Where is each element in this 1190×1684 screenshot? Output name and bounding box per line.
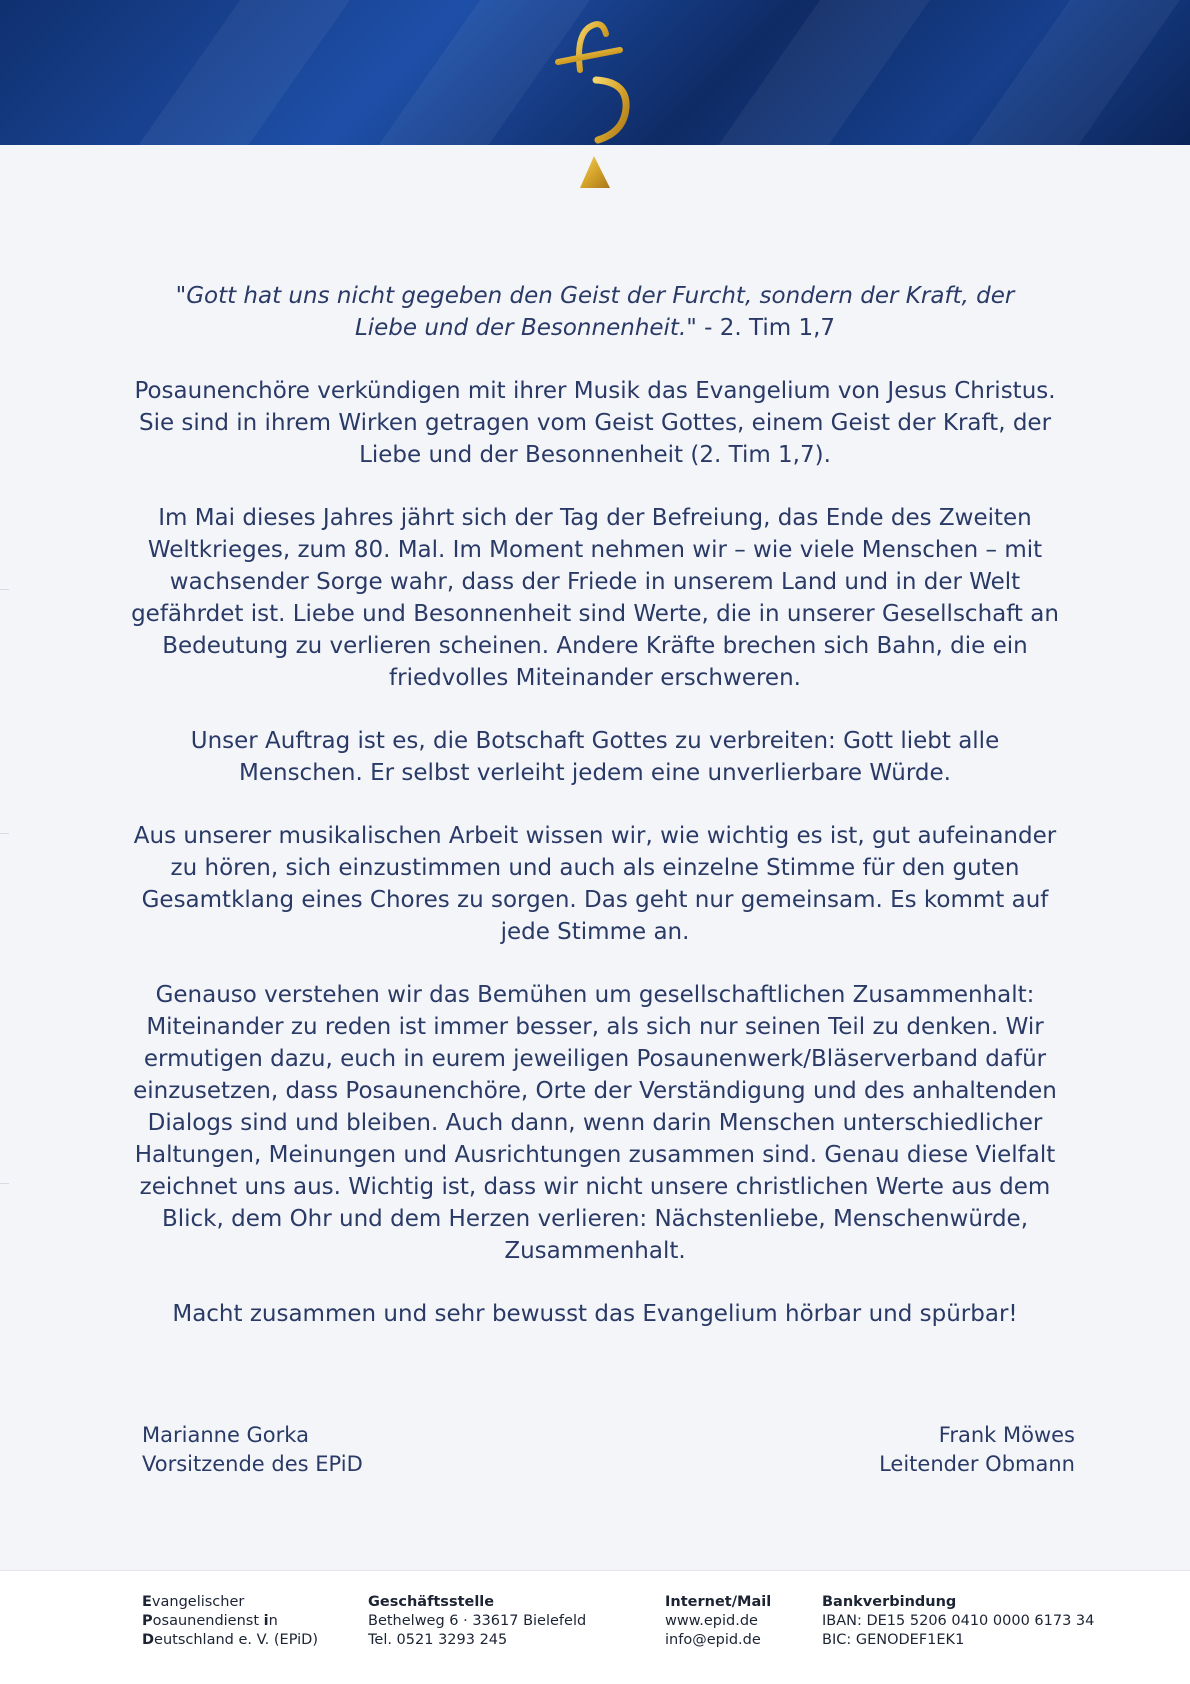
org-text: n	[268, 1613, 278, 1629]
org-text: vangelischer	[151, 1594, 245, 1610]
header-light-streak	[96, 0, 353, 145]
paragraph-3: Unser Auftrag ist es, die Botschaft Gottes zu verbreiten: Gott liebt alle Menschen. Er selbst verleiht jedem eine unverlierbare Würde.	[190, 728, 1000, 786]
footer-organization	[142, 1593, 318, 1650]
signature-left	[142, 1421, 363, 1479]
bank-iban: IBAN: DE15 5206 0410 0000 6173 34	[822, 1613, 1095, 1629]
quote-line-1: "Gott hat uns nicht gegeben den Geist der Furcht, sondern der Kraft, der	[175, 283, 1015, 309]
paragraph-1: Posaunenchöre verkündigen mit ihrer Musik das Evangelium von Jesus Christus. Sie sind in ihrem Wirken getragen vom Geist Gottes, einem Geist der Kraft, der Liebe und der Besonnenheit (2. Tim 1,7).	[134, 378, 1056, 468]
office-phone[interactable]: Tel. 0521 3293 245	[368, 1632, 508, 1648]
quote-line-2-italic: Liebe und der Besonnenheit."	[354, 315, 697, 341]
footer-office	[368, 1593, 586, 1650]
org-initial: E	[142, 1594, 152, 1610]
org-line-2	[142, 1612, 318, 1631]
quote-line-2	[130, 312, 1060, 344]
trumpet-cross-logo-icon	[546, 8, 638, 191]
org-line-3	[142, 1631, 318, 1650]
bank-bic: BIC: GENODEF1EK1	[822, 1632, 965, 1648]
header-light-streak	[926, 0, 1183, 145]
signature-right	[879, 1421, 1075, 1479]
paragraph-2: Im Mai dieses Jahres jährt sich der Tag der Befreiung, das Ende des Zweiten Weltkrieges, zum 80. Mal. Im Moment nehmen wir – wie viele Menschen – mit wachsender Sorge wahr, dass der Friede in unserem Land und in der Welt gefährdet ist. Liebe und Besonnenheit sind Werte, die in unserer Gesellschaft an Bedeutung zu verlieren scheinen. Andere Kräfte brechen sich Bahn, die ein friedvolles Miteinander erschweren.	[131, 505, 1059, 691]
org-text: osaunendienst	[152, 1613, 264, 1629]
letter-body	[130, 280, 1060, 1361]
website-link[interactable]: www.epid.de	[665, 1613, 758, 1629]
fold-mark	[0, 833, 9, 834]
signer-role: Vorsitzende des EPiD	[142, 1452, 363, 1476]
quote-reference: - 2. Tim 1,7	[696, 315, 836, 341]
org-initial: P	[142, 1613, 153, 1629]
signer-name: Marianne Gorka	[142, 1423, 309, 1447]
web-heading: Internet/Mail	[665, 1594, 772, 1610]
org-initial: D	[142, 1632, 155, 1648]
fold-mark	[0, 1183, 9, 1184]
paragraph-4: Aus unserer musikalischen Arbeit wissen wir, wie wichtig es ist, gut aufeinander zu hören, sich einzustimmen und auch als einzelne Stimme für den guten Gesamtklang eines Chores zu sorgen. Das geht nur gemeinsam. Es kommt auf jede Stimme an.	[133, 823, 1057, 945]
footer-bank	[822, 1593, 1094, 1650]
signer-name: Frank Möwes	[938, 1423, 1075, 1447]
office-address: Bethelweg 6 · 33617 Bielefeld	[368, 1613, 587, 1629]
office-heading: Geschäftsstelle	[368, 1594, 495, 1610]
closing-line: Macht zusammen und sehr bewusst das Evangelium hörbar und spürbar!	[172, 1301, 1018, 1327]
signer-role: Leitender Obmann	[879, 1452, 1075, 1476]
footer	[0, 1570, 1190, 1684]
org-initial: i	[263, 1613, 269, 1629]
header-light-streak	[676, 0, 933, 145]
bible-quote	[130, 280, 1060, 344]
org-line-1	[142, 1593, 318, 1612]
org-text: eutschland e. V. (EPiD)	[154, 1632, 318, 1648]
email-link[interactable]: info@epid.de	[665, 1632, 761, 1648]
paragraph-5: Genauso verstehen wir das Bemühen um gesellschaftlichen Zusammenhalt: Miteinander zu reden ist immer besser, als sich nur seinen Teil zu denken. Wir ermutigen dazu, euch in eurem jeweiligen Posaunenwerk/Bläserverband dafür einzusetzen, dass Posaunenchöre, Orte der Verständigung und des anhaltenden Dialogs sind und bleiben. Auch dann, wenn darin Menschen unterschiedlicher Haltungen, Meinungen und Ausrichtungen zusammen sind. Genau diese Vielfalt zeichnet uns aus. Wichtig ist, dass wir nicht unsere christlichen Werte aus dem Blick, dem Ohr und dem Herzen verlieren: Nächstenliebe, Menschenwürde, Zusammenhalt.	[133, 982, 1057, 1264]
bank-heading: Bankverbindung	[822, 1594, 957, 1610]
fold-mark	[0, 589, 9, 590]
footer-web	[665, 1593, 771, 1650]
